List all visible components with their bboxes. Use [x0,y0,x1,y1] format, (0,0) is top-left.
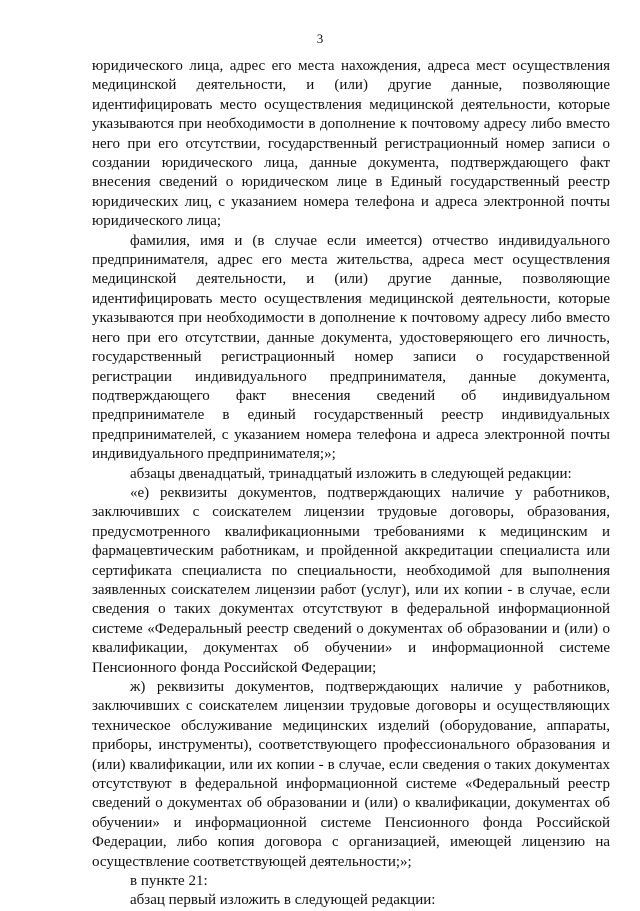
page-number: 3 [316,31,324,46]
document-body [92,57,610,911]
paragraph: «е) реквизиты документов, подтверждающих наличие у работников, заключивших с соискателем лицензии трудовые договоры, образования, предусмотренного квалификационными требованиями к медицинским и фармацевтическим работникам, и пройденной аккредитации специалиста или сертификата специалиста по специальности, необходимой для выполнения заявленных соискателем лицензии работ (услуг), или их копии - в случае, если сведения о таких документах отсутствуют в федеральной информационной системе «Федеральный реестр сведений о документах об образовании и (или) о квалификации, документах об обучении» и информационной системе Пенсионного фонда Российской Федерации; [92,484,610,676]
paragraph: фамилия, имя и (в случае если имеется) отчество индивидуального предпринимателя, адрес его места жительства, адреса мест осуществления медицинской деятельности, и (или) другие данные, позволяющие идентифицировать место осуществления медицинской деятельности, которые указываются при необходимости в дополнение к почтовому адресу либо вместо него при его отсутствии, данные документа, удостоверяющего его личность, государственный регистрационный номер записи о государственной регистрации индивидуального предпринимателя, данные документа, подтверждающего факт внесения сведений об индивидуальном предпринимателе в единый государственный реестр индивидуальных предпринимателей, с указанием номера телефона и адреса электронной почты индивидуального предпринимателя;»; [92,232,610,463]
paragraph: юридического лица, адрес его места нахождения, адреса мест осуществления медицинской деятельности, и (или) другие данные, позволяющие идентифицировать место осуществления медицинской деятельности, которые указываются при необходимости в дополнение к почтовому адресу либо вместо него при его отсутствии, государственный регистрационный номер записи о создании юридического лица, данные документа, подтверждающего факт внесения сведений о юридическом лице в Единый государственный реестр юридических лиц, с указанием номера телефона и адреса электронной почты юридического лица; [92,58,610,230]
paragraph: абзацы двенадцатый, тринадцатый изложить в следующей редакции: [130,465,572,482]
paragraph: абзац первый изложить в следующей редакции: [130,892,436,909]
paragraph: в пункте 21: [130,873,208,890]
paragraph: ж) реквизиты документов, подтверждающих наличие у работников, заключивших с соискателем лицензии трудовые договоры и осуществляющих техническое обслуживание медицинских изделий (оборудование, аппараты, приборы, инструменты), соответствующего профессионального образования и (или) квалификации, или их копии - в случае, если сведения о таких документах отсутствуют в федеральной информационной системе «Федеральный реестр сведений о документах об образовании и (или) о квалификации, документах об обучении» и информационной системе Пенсионного фонда Российской Федерации, либо копия договора с организацией, имеющей лицензию на осуществление соответствующей деятельности;»; [92,679,610,870]
